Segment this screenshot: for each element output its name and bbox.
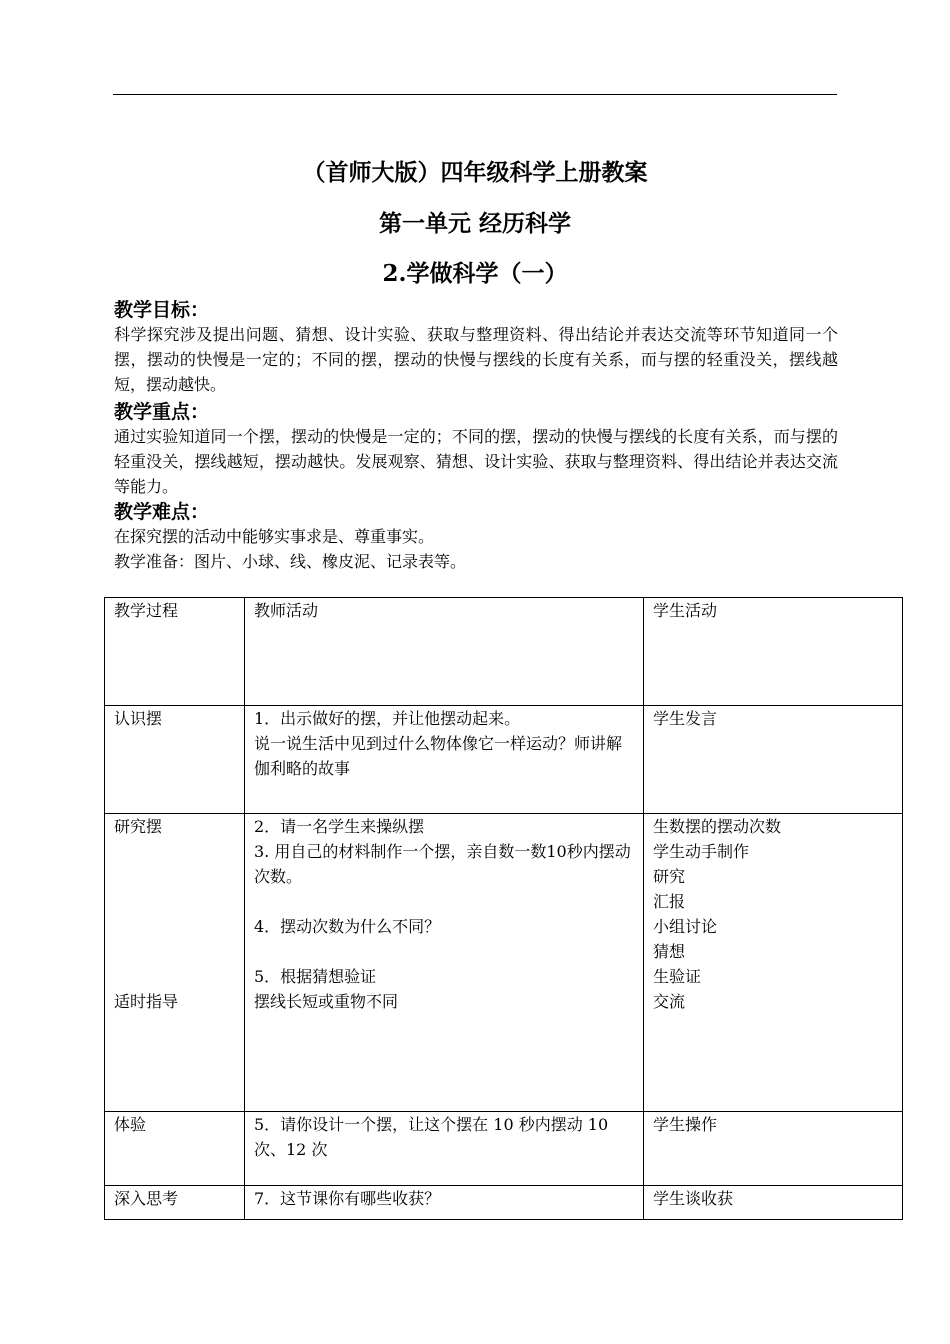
teacher-cell <box>245 706 644 814</box>
teacher-line: 说一说生活中见到过什么物体像它一样运动？师讲解伽利略的故事 <box>254 734 623 778</box>
teacher-cell <box>245 1112 644 1186</box>
teacher-cell <box>245 1186 644 1220</box>
header-cell-teacher: 教师活动 <box>245 598 644 706</box>
table-header-row <box>105 598 903 706</box>
student-line: 汇报 <box>653 892 686 911</box>
objectives-section <box>114 298 838 397</box>
preparation-text: 教学准备：图片、小球、线、橡皮泥、记录表等。 <box>114 552 467 571</box>
lesson-process-table <box>104 597 903 1220</box>
stage-cell <box>105 706 245 814</box>
stage-cell <box>105 1186 245 1220</box>
teacher-line: 5．根据猜想验证 <box>254 967 377 986</box>
student-cell <box>644 1112 903 1186</box>
teacher-cell <box>245 814 644 1112</box>
stage-label: 认识摆 <box>114 709 163 728</box>
table-row <box>105 1186 903 1220</box>
student-line: 生验证 <box>653 967 702 986</box>
student-cell <box>644 814 903 1112</box>
unit-title: 第一单元 经历科学 <box>378 210 571 237</box>
teacher-line: 1．出示做好的摆，并让他摆动起来。 <box>254 709 521 728</box>
table-row <box>105 706 903 814</box>
stage-label: 深入思考 <box>114 1189 179 1208</box>
student-line: 猜想 <box>653 942 686 961</box>
teacher-line: 7．这节课你有哪些收获？ <box>254 1189 441 1208</box>
stage-note: 适时指导 <box>114 992 179 1011</box>
key-points-text: 通过实验知道同一个摆，摆动的快慢是一定的；不同的摆，摆动的快慢与摆线的长度有关系，而与摆的轻重没关，摆线越短，摆动越快。发展观察、猜想、设计实验、获取与整理资料、得出结论并表达交流等能力。 <box>114 427 838 496</box>
table-row <box>105 814 903 1112</box>
teacher-line: 4．摆动次数为什么不同？ <box>254 917 441 936</box>
student-line: 生数摆的摆动次数 <box>653 817 782 836</box>
student-line: 学生动手制作 <box>653 842 750 861</box>
header-cell-stage: 教学过程 <box>105 598 245 706</box>
student-line: 学生操作 <box>653 1115 718 1134</box>
stage-cell <box>105 814 245 1112</box>
student-cell <box>644 1186 903 1220</box>
student-line: 小组讨论 <box>653 917 718 936</box>
objectives-text: 科学探究涉及提出问题、猜想、设计实验、获取与整理资料、得出结论并表达交流等环节知道同一个摆，摆动的快慢是一定的；不同的摆，摆动的快慢与摆线的长度有关系，而与摆的轻重没关，摆线越短，摆动越快。 <box>114 325 838 394</box>
objectives-heading: 教学目标： <box>114 299 210 321</box>
teacher-line: 摆线长短或重物不同 <box>254 992 399 1011</box>
student-line: 研究 <box>653 867 686 886</box>
stage-cell <box>105 1112 245 1186</box>
student-line: 学生谈收获 <box>653 1189 734 1208</box>
document-title: （首师大版）四年级科学上册教案 <box>302 159 648 186</box>
stage-label: 体验 <box>114 1115 147 1134</box>
stage-label: 研究摆 <box>114 817 163 836</box>
teacher-line: 5．请你设计一个摆，让这个摆在 10 秒内摆动 10 次、12 次 <box>254 1115 609 1159</box>
header-rule <box>113 94 837 95</box>
difficulties-text: 在探究摆的活动中能够实事求是、尊重事实。 <box>114 527 435 546</box>
teacher-line: 3. 用自己的材料制作一个摆，亲自数一数10秒内摆动次数。 <box>254 842 631 886</box>
lesson-title: 2.学做科学（一） <box>382 260 568 287</box>
teacher-line: 2．请一名学生来操纵摆 <box>254 817 425 836</box>
difficulties-section <box>114 500 838 574</box>
student-line: 交流 <box>653 992 686 1011</box>
difficulties-heading: 教学难点： <box>114 501 210 523</box>
key-points-heading: 教学重点： <box>114 401 210 423</box>
student-line: 学生发言 <box>653 709 718 728</box>
student-cell <box>644 706 903 814</box>
table-row <box>105 1112 903 1186</box>
header-cell-student: 学生活动 <box>644 598 903 706</box>
key-points-section <box>114 400 838 499</box>
